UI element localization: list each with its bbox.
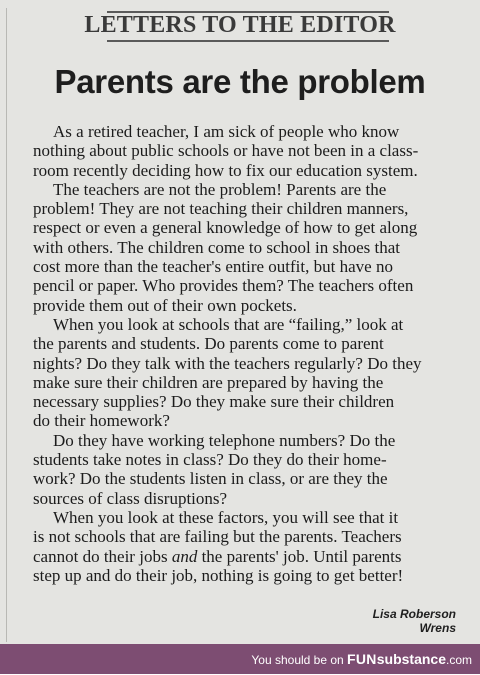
brand-domain: .com [445, 653, 472, 667]
text-line: As a retired teacher, I am sick of people who know [53, 122, 400, 141]
text-line: Do they have working telephone numbers? Do the [53, 430, 396, 450]
text-line: do their homework? [33, 411, 170, 431]
text-line: step up and do their job, nothing is going to get better! [33, 565, 404, 585]
text-line: students take notes in class? Do they do their home- [33, 450, 387, 470]
text-line: When you look at these factors, you will see that it [53, 507, 399, 527]
text-line: room recently deciding how to fix our education system. [33, 160, 418, 180]
paragraph-4 [33, 431, 457, 508]
signature-name: Lisa Roberson [372, 607, 456, 621]
letter-body [33, 122, 457, 585]
text-line: is not schools that are failing but the parents. Teachers [33, 527, 402, 547]
text-line: work? Do the students listen in class, or are they the [33, 469, 388, 489]
brand-fun: FUN [347, 651, 377, 667]
signature-town: Wrens [419, 621, 456, 635]
paragraph-1 [33, 122, 457, 180]
text-line: cannot do their jobs and the parents' job. Until parents [33, 546, 402, 566]
text-line: necessary supplies? Do they make sure their children [33, 392, 395, 412]
text-line: pencil or paper. Who provides them? The teachers often [33, 276, 414, 296]
text-line: sources of class disruptions? [33, 488, 228, 508]
emphasis: and [171, 546, 198, 566]
text-line: cost more than the teacher's entire outfit, but have no [33, 257, 393, 277]
watermark-footer [0, 644, 480, 674]
brand-substance: substance [376, 651, 446, 667]
text-line: with others. The children come to school in shoes that [33, 237, 401, 257]
text-line: provide them out of their own pockets. [33, 295, 297, 315]
text-line: make sure their children are prepared by having the [33, 372, 384, 392]
text-line: When you look at schools that are “failing,” look at [53, 314, 404, 334]
text-line: nights? Do they talk with the teachers regularly? Do they [33, 353, 422, 373]
text-line: The teachers are not the problem! Parents are the [53, 179, 387, 199]
signature [373, 607, 456, 635]
headline: Parents are the problem [54, 63, 426, 100]
watermark-text[interactable] [251, 644, 472, 674]
text-line: respect or even a general knowledge of how to get along [33, 218, 418, 238]
column-rule [6, 8, 7, 642]
text-line: problem! They are not teaching their children manners, [33, 199, 409, 219]
paragraph-5 [33, 508, 457, 585]
text-line: nothing about public schools or have not been in a class- [33, 141, 419, 161]
paragraph-3 [33, 315, 457, 431]
watermark-prefix: You should be on [251, 653, 344, 667]
section-title: LETTERS TO THE EDITOR [84, 12, 396, 38]
paragraph-2 [33, 180, 457, 315]
section-rule-bottom [107, 40, 389, 42]
text-line: the parents and students. Do parents come to parent [33, 334, 384, 354]
